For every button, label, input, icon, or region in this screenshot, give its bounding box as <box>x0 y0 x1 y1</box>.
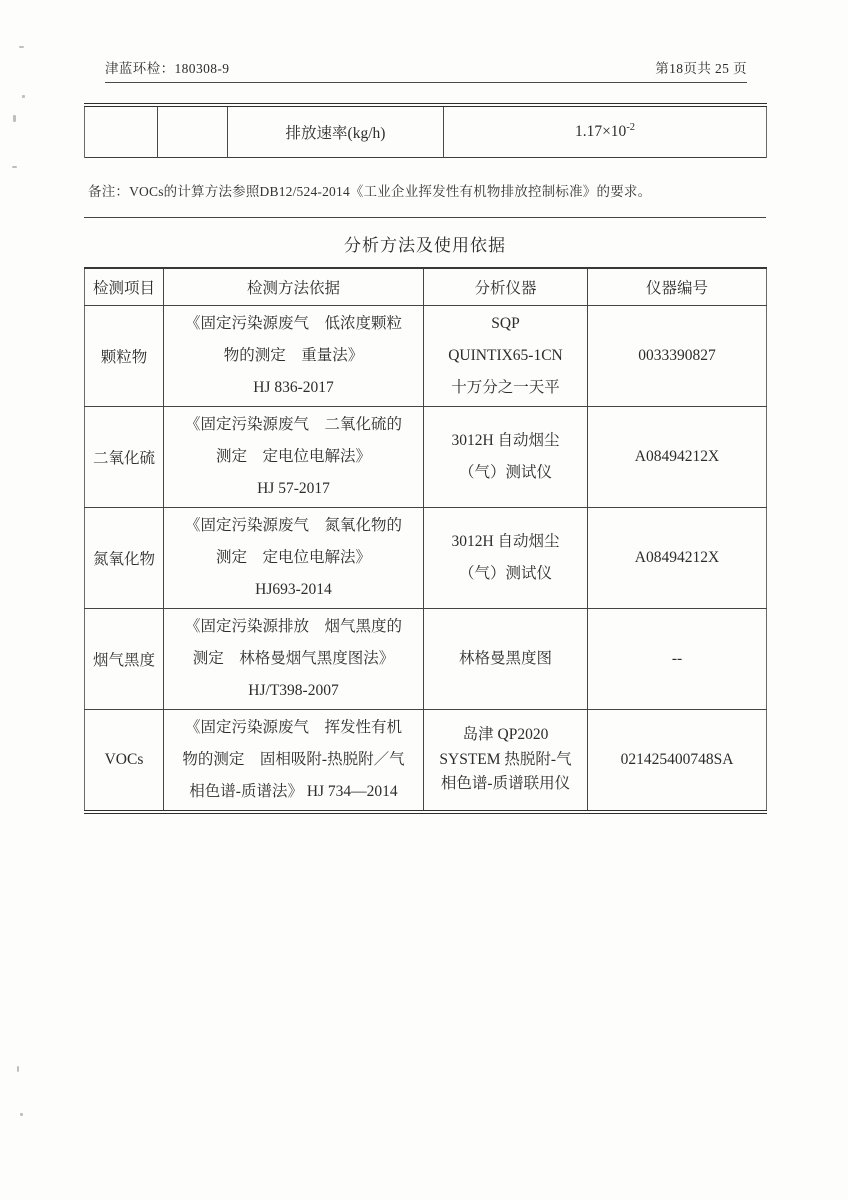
table-header-row <box>85 268 767 306</box>
item-cell: 烟气黑度 <box>85 609 164 710</box>
table-row <box>85 407 767 508</box>
instrument-line: 十万分之一天平 <box>451 379 560 397</box>
table-row <box>85 105 767 158</box>
serial-cell: A08494212X <box>588 508 767 609</box>
table-row <box>85 508 767 609</box>
page-header <box>105 57 747 83</box>
header-instrument: 分析仪器 <box>424 268 588 306</box>
method-cell <box>164 306 424 407</box>
instrument-cell <box>424 306 588 407</box>
scan-artifact <box>19 46 24 48</box>
table-row <box>85 609 767 710</box>
instrument-line: 相色谱-质谱联用仪 <box>440 775 571 793</box>
instrument-cell <box>424 710 588 813</box>
emission-rate-table <box>84 103 767 158</box>
instrument-line: 岛津 QP2020 <box>462 725 549 743</box>
separator-rule <box>84 217 766 218</box>
serial-cell: -- <box>588 609 767 710</box>
instrument-line: 3012H 自动烟尘 <box>451 431 560 449</box>
method-line: 测定 定电位电解法》 <box>215 447 371 465</box>
instrument-line: （气）测试仪 <box>458 464 552 481</box>
method-cell <box>164 609 424 710</box>
instrument-line: （气）测试仪 <box>458 565 552 582</box>
item-cell: VOCs <box>85 710 164 813</box>
method-line: 物的测定 固相吸附-热脱附／气 <box>182 750 405 768</box>
instrument-cell <box>424 609 588 710</box>
header-item: 检测项目 <box>85 268 164 306</box>
serial-cell: A08494212X <box>588 407 767 508</box>
instrument-line: 3012H 自动烟尘 <box>451 532 560 550</box>
scan-artifact <box>13 115 16 122</box>
emission-rate-value <box>444 105 767 158</box>
method-line: HJ/T398-2007 <box>248 682 339 700</box>
empty-cell <box>158 105 228 158</box>
report-number: 津蓝环检：180308-9 <box>105 61 230 76</box>
method-line: 《固定污染源废气 二氧化硫的 <box>184 415 402 433</box>
note-text: 备注：VOCs的计算方法参照DB12/524-2014《工业企业挥发性有机物排放控制标准》的要求。 <box>88 184 652 199</box>
scan-artifact <box>12 166 17 168</box>
method-line: 测定 定电位电解法》 <box>215 548 371 566</box>
table-row <box>85 710 767 813</box>
instrument-cell <box>424 407 588 508</box>
item-cell: 颗粒物 <box>85 306 164 407</box>
value-base: 1.17×10 <box>574 123 627 140</box>
section-title: 分析方法及使用依据 <box>344 236 506 255</box>
method-line: 《固定污染源废气 氮氧化物的 <box>184 516 402 534</box>
analysis-methods-table <box>84 267 767 814</box>
header-method: 检测方法依据 <box>164 268 424 306</box>
instrument-line: SYSTEM 热脱附-气 <box>439 750 572 768</box>
instrument-line: SQP <box>491 314 520 332</box>
instrument-line: QUINTIX65-1CN <box>448 346 563 364</box>
instrument-cell <box>424 508 588 609</box>
item-cell: 氮氧化物 <box>85 508 164 609</box>
method-line: HJ 57-2017 <box>257 480 330 498</box>
empty-cell <box>85 105 158 158</box>
emission-rate-label: 排放速率(kg/h) <box>228 105 444 158</box>
method-line: 《固定污染源废气 低浓度颗粒 <box>184 314 402 332</box>
scan-artifact <box>20 1113 23 1116</box>
method-line: 测定 林格曼烟气黑度图法》 <box>192 649 395 667</box>
item-cell: 二氧化硫 <box>85 407 164 508</box>
instrument-line: 林格曼黑度图 <box>458 649 552 667</box>
table-row <box>85 306 767 407</box>
page-indicator: 第18页共 25 页 <box>655 61 747 76</box>
method-cell <box>164 508 424 609</box>
serial-cell: 0033390827 <box>588 306 767 407</box>
method-cell <box>164 407 424 508</box>
scan-artifact <box>22 95 25 98</box>
method-line: HJ693-2014 <box>255 581 332 599</box>
method-cell <box>164 710 424 813</box>
method-line: 《固定污染源排放 烟气黑度的 <box>184 617 402 635</box>
scan-artifact <box>17 1066 19 1072</box>
header-serial: 仪器编号 <box>588 268 767 306</box>
value-exponent: -2 <box>626 121 636 133</box>
method-line: HJ 836-2017 <box>253 379 334 397</box>
method-line: 《固定污染源废气 挥发性有机 <box>184 718 402 736</box>
method-line: 相色谱-质谱法》 HJ 734—2014 <box>189 783 398 801</box>
serial-cell: 021425400748SA <box>588 710 767 813</box>
method-line: 物的测定 重量法》 <box>223 346 364 364</box>
